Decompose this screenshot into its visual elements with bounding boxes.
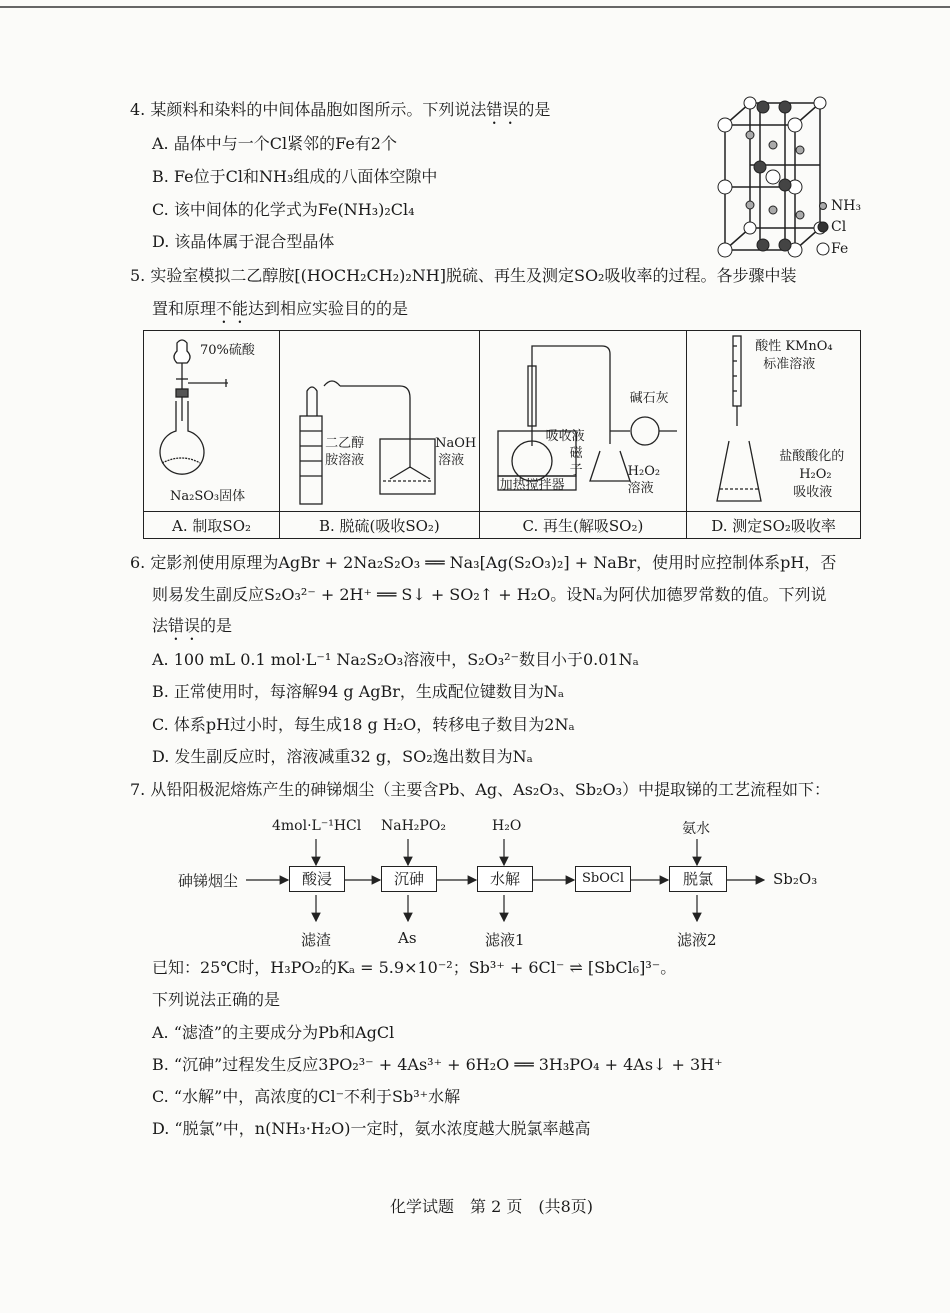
flow-output-residue: 滤渣 xyxy=(301,931,332,949)
legend-nh3-icon xyxy=(820,203,827,210)
q6-option-d: D. 发生副反应时，溶液减重32 g，SO₂逸出数目为Nₐ xyxy=(152,747,533,766)
label-diethanolamine-2: 胺溶液 xyxy=(325,453,365,468)
q5-stem-line1: 5. 实验室模拟二乙醇胺[(HOCH₂CH₂)₂NH]脱硫、再生及测定SO₂吸收率的过程。各步骤中装 xyxy=(130,266,797,285)
crystal-cell-figure xyxy=(705,95,865,265)
legend-cl-label: Cl xyxy=(831,219,847,235)
flow-box-dechlorination: 脱氯 xyxy=(669,866,727,892)
q7-option-c: C. “水解”中，高浓度的Cl⁻不利于Sb³⁺水解 xyxy=(152,1087,461,1106)
cell-b-figure xyxy=(280,331,480,512)
caption-a: A. 制取SO₂ xyxy=(144,512,280,539)
q6-option-c: C. 体系pH过小时，每生成18 g H₂O，转移电子数目为2Nₐ xyxy=(152,715,575,734)
flow-box-acid-leach: 酸浸 xyxy=(289,866,345,892)
q4-option-d: D. 该晶体属于混合型晶体 xyxy=(152,232,335,251)
flow-box-sbocl: SbOCl xyxy=(575,866,631,892)
caption-c: C. 再生(解吸SO₂) xyxy=(479,512,687,539)
label-hcl-acidified: 盐酸酸化的 xyxy=(779,449,845,464)
legend-fe-icon xyxy=(817,243,829,255)
flow-box-arsenic-precip: 沉砷 xyxy=(381,866,437,892)
q7-known: 已知：25℃时，H₃PO₂的Kₐ = 5.9×10⁻²；Sb³⁺ + 6Cl⁻ ⇌ [SbCl₆]³⁻。 xyxy=(152,958,677,977)
label-na2so3-solid: Na₂SO₃固体 xyxy=(170,489,246,504)
label-naoh-1: NaOH xyxy=(435,436,477,451)
cell-a-figure xyxy=(144,331,280,512)
flow-end: Sb₂O₃ xyxy=(773,870,818,888)
flow-input-ammonia: 氨水 xyxy=(682,821,710,837)
q7-option-a: A. “滤渣”的主要成分为Pb和AgCl xyxy=(152,1023,395,1042)
q7-option-d: D. “脱氯”中，n(NH₃·H₂O)一定时，氨水浓度越大脱氯率越高 xyxy=(152,1119,591,1138)
flow-input-water: H₂O xyxy=(492,818,522,834)
q6-stem-line1: 6. 定影剂使用原理为AgBr + 2Na₂S₂O₃ ══ Na₃[Ag(S₂O₃)₂] + NaBr，使用时应控制体系pH，否 xyxy=(130,553,837,572)
scan-edge-line xyxy=(0,6,950,8)
flow-start: 砷锑烟尘 xyxy=(178,872,239,890)
label-sulfuric-acid: 70%硫酸 xyxy=(200,343,255,358)
label-soda-lime: 碱石灰 xyxy=(629,391,669,406)
label-magnetic-1: 磁 xyxy=(569,446,583,461)
label-standard-solution: 标准溶液 xyxy=(763,357,816,372)
caption-b: B. 脱硫(吸收SO₂) xyxy=(280,512,480,539)
apparatus-table xyxy=(143,330,861,539)
q6-stem-line3: 法错误的是 xyxy=(152,616,233,635)
flow-input-nah2po2: NaH₂PO₂ xyxy=(381,818,446,834)
gas-washing-apparatus-icon xyxy=(280,331,480,511)
flask-apparatus-icon xyxy=(144,331,280,511)
q4-option-c: C. 该中间体的化学式为Fe(NH₃)₂Cl₄ xyxy=(152,200,415,219)
q5-stem-line2: 置和原理不能达到相应实验目的的是 xyxy=(152,299,409,318)
q7-stem: 7. 从铅阳极泥熔炼产生的砷锑烟尘（主要含Pb、Ag、As₂O₃、Sb₂O₃）中提取锑的工艺流程如下： xyxy=(130,780,831,799)
label-absorbing-liquid: 吸收液 xyxy=(793,485,833,500)
flow-output-filtrate2: 滤液2 xyxy=(677,931,717,949)
caption-d: D. 测定SO₂吸收率 xyxy=(687,512,861,539)
label-absorbent: 吸收液 xyxy=(545,429,585,444)
page-footer: 化学试题 第 2 页 (共8页) xyxy=(390,1197,594,1216)
legend-nh3-label: NH₃ xyxy=(831,198,862,214)
legend-fe-label: Fe xyxy=(831,241,849,257)
q4-option-a: A. 晶体中与一个Cl紧邻的Fe有2个 xyxy=(152,134,397,153)
label-kmno4: 酸性 KMnO₄ xyxy=(755,339,833,354)
label-heating-stirrer: 加热搅拌器 xyxy=(499,478,565,493)
label-d-h2o2: H₂O₂ xyxy=(799,467,832,482)
flow-output-as: As xyxy=(398,929,417,947)
label-solution: 溶液 xyxy=(627,481,654,496)
q7-option-b: B. “沉砷”过程发生反应3PO₂³⁻ + 4As³⁺ + 6H₂O ══ 3H₃PO₄ + 4As↓ + 3H⁺ xyxy=(152,1055,723,1074)
q4-stem: 4. 某颜料和染料的中间体晶胞如图所示。下列说法错误的是 xyxy=(130,100,551,119)
label-magnetic-2: 子 xyxy=(569,463,583,478)
q6-stem-line2: 则易发生副反应S₂O₃²⁻ + 2H⁺ ══ S↓ + SO₂↑ + H₂O。设Nₐ为阿伏加德罗常数的值。下列说 xyxy=(152,585,827,604)
label-naoh-2: 溶液 xyxy=(438,453,465,468)
label-diethanolamine-1: 二乙醇 xyxy=(325,436,365,451)
q6-option-b: B. 正常使用时，每溶解94 g AgBr，生成配位键数目为Nₐ xyxy=(152,682,565,701)
flow-output-filtrate1: 滤液1 xyxy=(485,931,525,949)
flow-box-hydrolysis: 水解 xyxy=(477,866,533,892)
label-h2o2: H₂O₂ xyxy=(627,464,661,479)
q7-ask: 下列说法正确的是 xyxy=(152,990,281,1009)
legend-cl-icon xyxy=(818,222,828,232)
cell-d-figure xyxy=(687,331,861,512)
cell-c-figure xyxy=(479,331,687,512)
flow-input-hcl: 4mol·L⁻¹HCl xyxy=(272,818,362,834)
q4-option-b: B. Fe位于Cl和NH₃组成的八面体空隙中 xyxy=(152,167,438,186)
q6-option-a: A. 100 mL 0.1 mol·L⁻¹ Na₂S₂O₃溶液中，S₂O₃²⁻数目小于0.01Nₐ xyxy=(152,650,639,669)
